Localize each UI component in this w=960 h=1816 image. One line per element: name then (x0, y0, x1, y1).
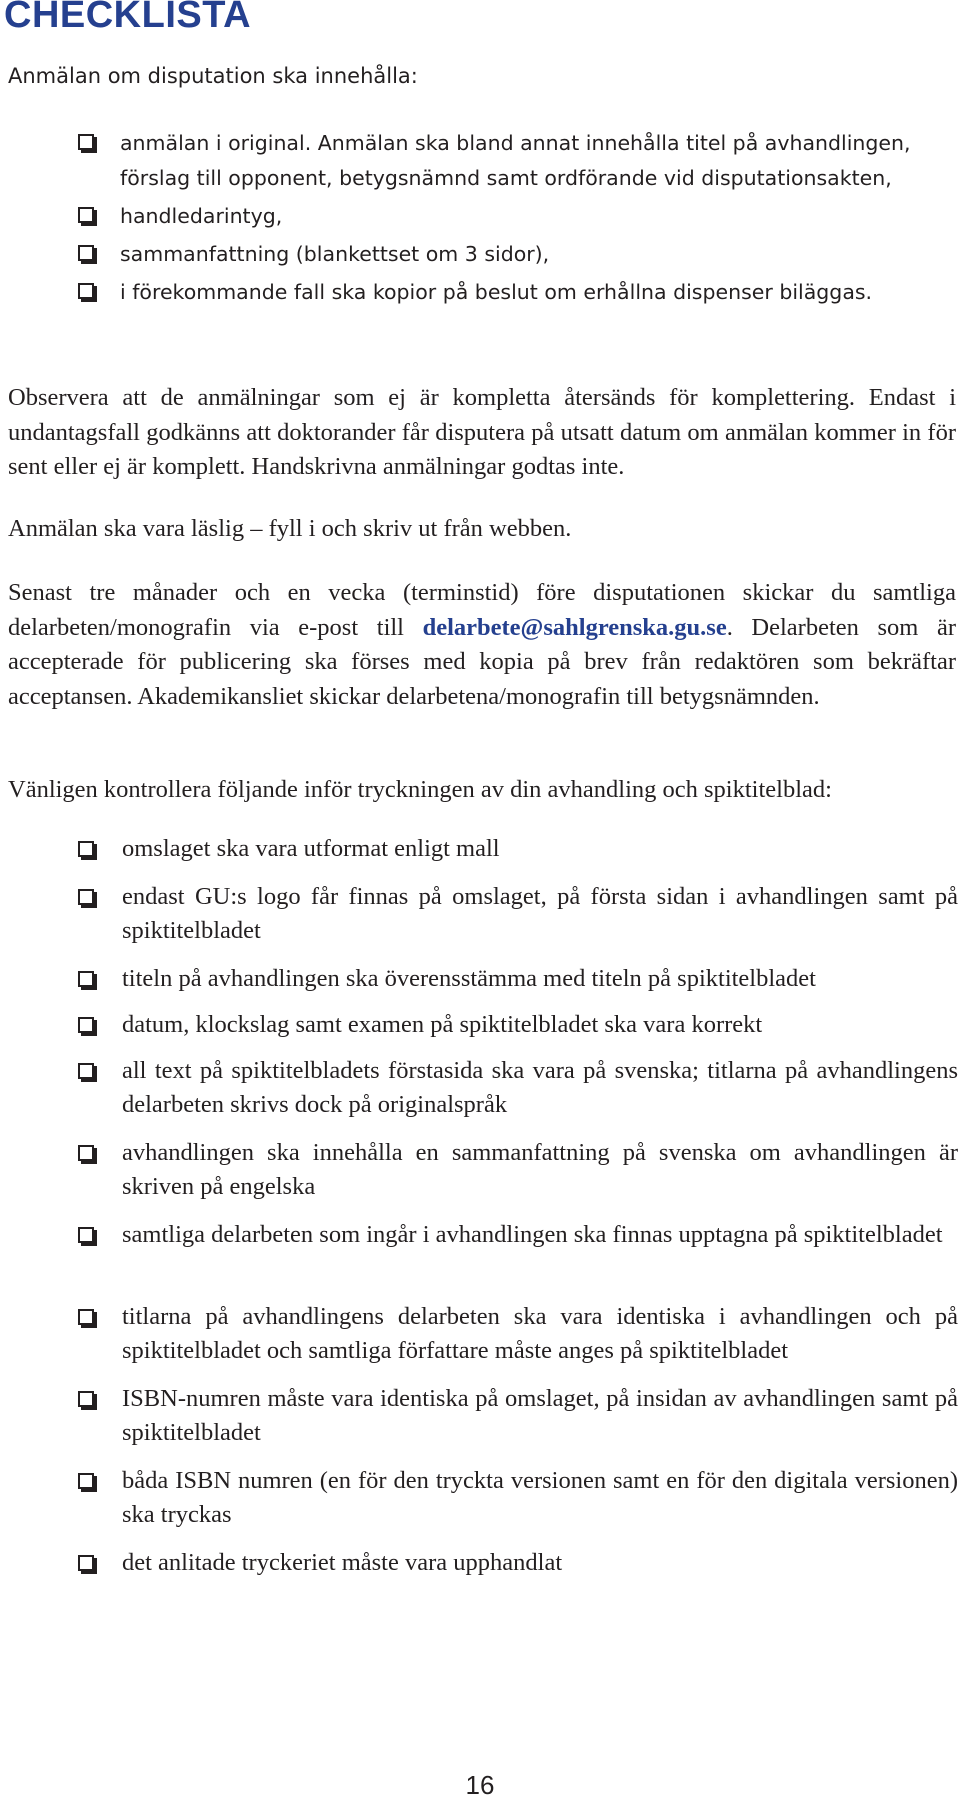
checkbox-icon (78, 207, 94, 223)
checklist-item (78, 1464, 958, 1532)
checkbox-icon (78, 889, 94, 905)
checklist-item-text: sammanfattning (blankettset om 3 sidor), (120, 242, 550, 266)
checklist-item (78, 275, 958, 310)
checklist-item (78, 126, 958, 196)
checkbox-icon (78, 1309, 94, 1325)
checklist-item (78, 1054, 958, 1122)
checkbox-icon (78, 134, 94, 150)
checkbox-icon (78, 1145, 94, 1161)
checkbox-icon (78, 1227, 94, 1243)
checklist-item (78, 1218, 958, 1252)
checkbox-icon (78, 971, 94, 987)
checkbox-icon (78, 245, 94, 261)
checklist-item (78, 199, 958, 234)
checklist-item-text: det anlitade tryckeriet måste vara upphandlat (122, 1549, 563, 1576)
checkbox-icon (78, 1473, 94, 1489)
email-link[interactable]: delarbete@sahlgrenska.gu.se (422, 613, 727, 641)
checklist-item-text: avhandlingen ska innehålla en sammanfattning på svenska om avhandlingen är skriven på engelska (122, 1139, 958, 1200)
page-number: 16 (465, 1770, 495, 1800)
paragraph-senast-after: . Delarbeten som är accepterade för publicering ska förses med kopia på brev från redaktören som bekräftar acceptansen. Akademikansliet skickar delarbetena/monografin till betygsnämnden. (8, 613, 956, 710)
paragraph-senast-before: Senast tre månader och en vecka (terminstid) före disputationen skickar du samtliga delarbeten/monografin via e-post till (8, 579, 956, 641)
checklist-item (78, 1008, 958, 1042)
checklist-item-text: ISBN-numren måste vara identiska på omslaget, på insidan av avhandlingen samt på spiktitelbladet (122, 1385, 958, 1446)
page-title: CHECKLISTA (4, 0, 252, 36)
paragraph-observera: Observera att de anmälningar som ej är kompletta återsänds för komplettering. Endast i undantagsfall godkänns att doktorander får disputera på utsatt datum om anmälan kommer in för sent eller ej är komplett. Handskrivna anmälningar godtas inte. (8, 384, 956, 480)
checklist-item-text: i förekommande fall ska kopior på beslut om erhållna dispenser biläggas. (120, 280, 873, 304)
checklist-item (78, 1136, 958, 1204)
checkbox-icon (78, 283, 94, 299)
checklist-item-text: anmälan i original. Anmälan ska bland annat innehålla titel på avhandlingen, förslag till opponent, betygsnämnd samt ordförande vid disputationsakten, (120, 131, 911, 190)
checklist-item-text: båda ISBN numren (en för den tryckta versionen samt en för den digitala versionen) ska tryckas (122, 1467, 958, 1528)
checkbox-icon (78, 841, 94, 857)
paragraph-vanligen: Vänligen kontrollera följande inför tryckningen av din avhandling och spiktitelblad: (8, 776, 832, 803)
checklist-item-text: titlarna på avhandlingens delarbeten ska vara identiska i avhandlingen och på spiktitelbladet och samtliga författare måste anges på spiktitelbladet (122, 1303, 958, 1364)
checklist-item (78, 832, 958, 866)
checkbox-icon (78, 1063, 94, 1079)
checklist-item (78, 880, 958, 948)
checklist-item (78, 1300, 958, 1368)
checkbox-icon (78, 1017, 94, 1033)
checklist-item-text: handledarintyg, (120, 204, 283, 228)
checklist-item-text: endast GU:s logo får finnas på omslaget, på första sidan i avhandlingen samt på spiktitelbladet (122, 883, 958, 944)
checklist-item-text: titeln på avhandlingen ska överensstämma med titeln på spiktitelbladet (122, 965, 816, 992)
checklist-item (78, 1382, 958, 1450)
paragraph-lasbar: Anmälan ska vara läslig – fyll i och skriv ut från webben. (8, 515, 572, 542)
checkbox-icon (78, 1391, 94, 1407)
checklist-item-text: samtliga delarbeten som ingår i avhandlingen ska finnas upptagna på spiktitelbladet (122, 1221, 943, 1248)
checklist-item (78, 237, 958, 272)
checklist-item-text: all text på spiktitelbladets förstasida ska vara på svenska; titlarna på avhandlingens delarbeten skrivs dock på originalspråk (122, 1057, 958, 1118)
checklist-item (78, 962, 958, 996)
intro-text: Anmälan om disputation ska innehålla: (8, 64, 418, 88)
checkbox-icon (78, 1555, 94, 1571)
checklist-item (78, 1546, 958, 1580)
checklist-item-text: datum, klockslag samt examen på spiktitelbladet ska vara korrekt (122, 1011, 763, 1038)
checklist-item-text: omslaget ska vara utformat enligt mall (122, 835, 500, 862)
checklist-application (78, 126, 958, 310)
paragraph-senast (8, 576, 956, 714)
